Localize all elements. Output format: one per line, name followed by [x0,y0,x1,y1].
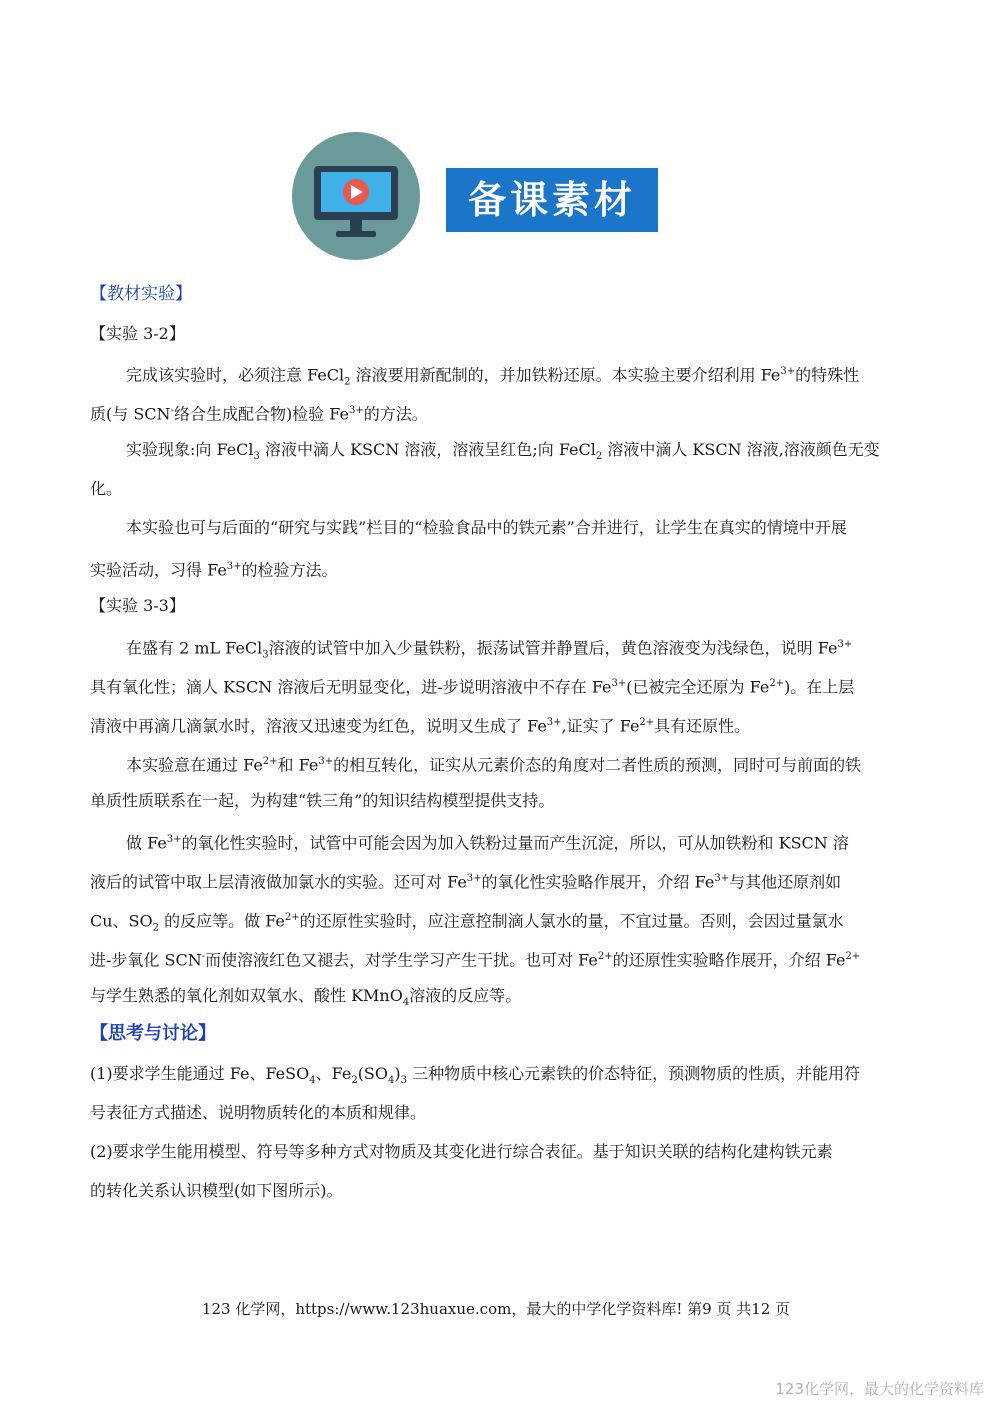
exp32-p1-line2: 质(与 SCN-络合生成配合物)检验 $Fe^{3+}$的方法。 [90,404,428,424]
section-heading-discussion: 【思考与讨论】 [90,1023,216,1044]
banner-title: 备课素材 [467,178,636,222]
experiment-3-2-heading: 【实验 3-2】 [90,324,185,343]
exp33-p1-line3: 清液中再滴几滴氯水时，溶液又迅速变为红色，说明又生成了 $Fe^{3+}$,证实了 $Fe^{2+}$具有还原性。 [90,716,751,736]
exp33-p3-line3: Cu、$SO_2$ 的反应等。做 $Fe^{2+}$的还原性实验时，应注意控制滴人氯水的量，不宜过量。否则，会因过量氯水 [90,911,844,934]
discuss-q1-line2: 号表征方式描述、说明物质转化的本质和规律。 [90,1103,427,1122]
exp33-p1-line2: 具有氧化性；滴人 KSCN 溶液后无明显变化，进-步说明溶液中不存在 $Fe^{3+}$(已被完全还原为 $Fe^{2+}$)。在上层 [90,677,855,697]
exp33-p2-line1: 本实验意在通过 $Fe^{2+}$和 $Fe^{3+}$的相互转化，证实从元素价态的角度对二者性质的预测，同时可与前面的铁 [126,755,862,775]
exp33-p3-line5: 与学生熟悉的氧化剂如双氧水、酸性 KMnO$_4$溶液的反应等。 [90,986,522,1009]
experiment-3-3-heading: 【实验 3-3】 [90,596,185,615]
discuss-q2-line2: 的转化关系认识模型(如下图所示)。 [90,1181,343,1200]
page-footer: 123 化学网，https://www.123huaxue.com，最大的中学化学资料库! 第9 页 共12 页 [201,1300,791,1318]
exp33-p3-line1: 做 $Fe^{3+}$的氧化性实验时，试管中可能会因为加入铁粉过量而产生沉淀，所以，可从加铁粉和 KSCN 溶 [126,833,849,853]
section-heading-textbook-experiments: 【教材实验】 [90,284,192,304]
exp32-p2-line2: 化。 [90,479,123,498]
exp32-p3-line2: 实验活动，习得 $Fe^{3+}$的检验方法。 [90,560,338,580]
banner-title-box [446,168,658,232]
exp32-p3-line1: 本实验也可与后面的“研究与实践”栏目的“检验食品中的铁元素”合并进行，让学生在真实的情境中开展 [126,518,847,537]
exp32-p1-line1: 完成该实验时，必须注意 FeCl$_2$ 溶液要用新配制的，并加铁粉还原。本实验主要介绍利用 $Fe^{3+}$的特殊性 [126,365,860,388]
exp33-p2-line2: 单质性质联系在一起，为构建“铁三角”的知识结构模型提供支持。 [90,791,555,810]
monitor-play-icon [292,132,420,260]
discuss-q2-line1: (2)要求学生能用模型、符号等多种方式对物质及其变化进行综合表征。基于知识关联的结构化建构铁元素 [90,1142,833,1161]
banner [292,132,662,262]
watermark: 123化学网，最大的化学资料库 [775,1380,984,1398]
exp33-p1-line1: 在盛有 2 mL FeCl$_3$溶液的试管中加入少量铁粉，振荡试管并静置后，黄色溶液变为浅绿色，说明 $Fe^{3+}$ [126,638,853,661]
discuss-q1-line1: (1)要求学生能通过 Fe、FeSO$_4$、$Fe_2(SO_4)_3$ 三种物质中核心元素铁的价态特征，预测物质的性质，并能用符 [90,1064,861,1087]
exp32-p2-line1: 实验现象:向 FeCl$_3$ 溶液中滴人 KSCN 溶液，溶液呈红色;向 FeCl$_2$ 溶液中滴人 KSCN 溶液,溶液颜色无变 [126,440,880,463]
exp33-p3-line2: 液后的试管中取上层清液做加氯水的实验。还可对 $Fe^{3+}$的氧化性实验略作展开，介绍 $Fe^{3+}$与其他还原剂如 [90,872,842,892]
exp33-p3-line4: 进-步氧化 SCN-而使溶液红色又褪去，对学生学习产生干扰。也可对 $Fe^{2+}$的还原性实验略作展开，介绍 $Fe^{2+}$ [90,950,861,970]
